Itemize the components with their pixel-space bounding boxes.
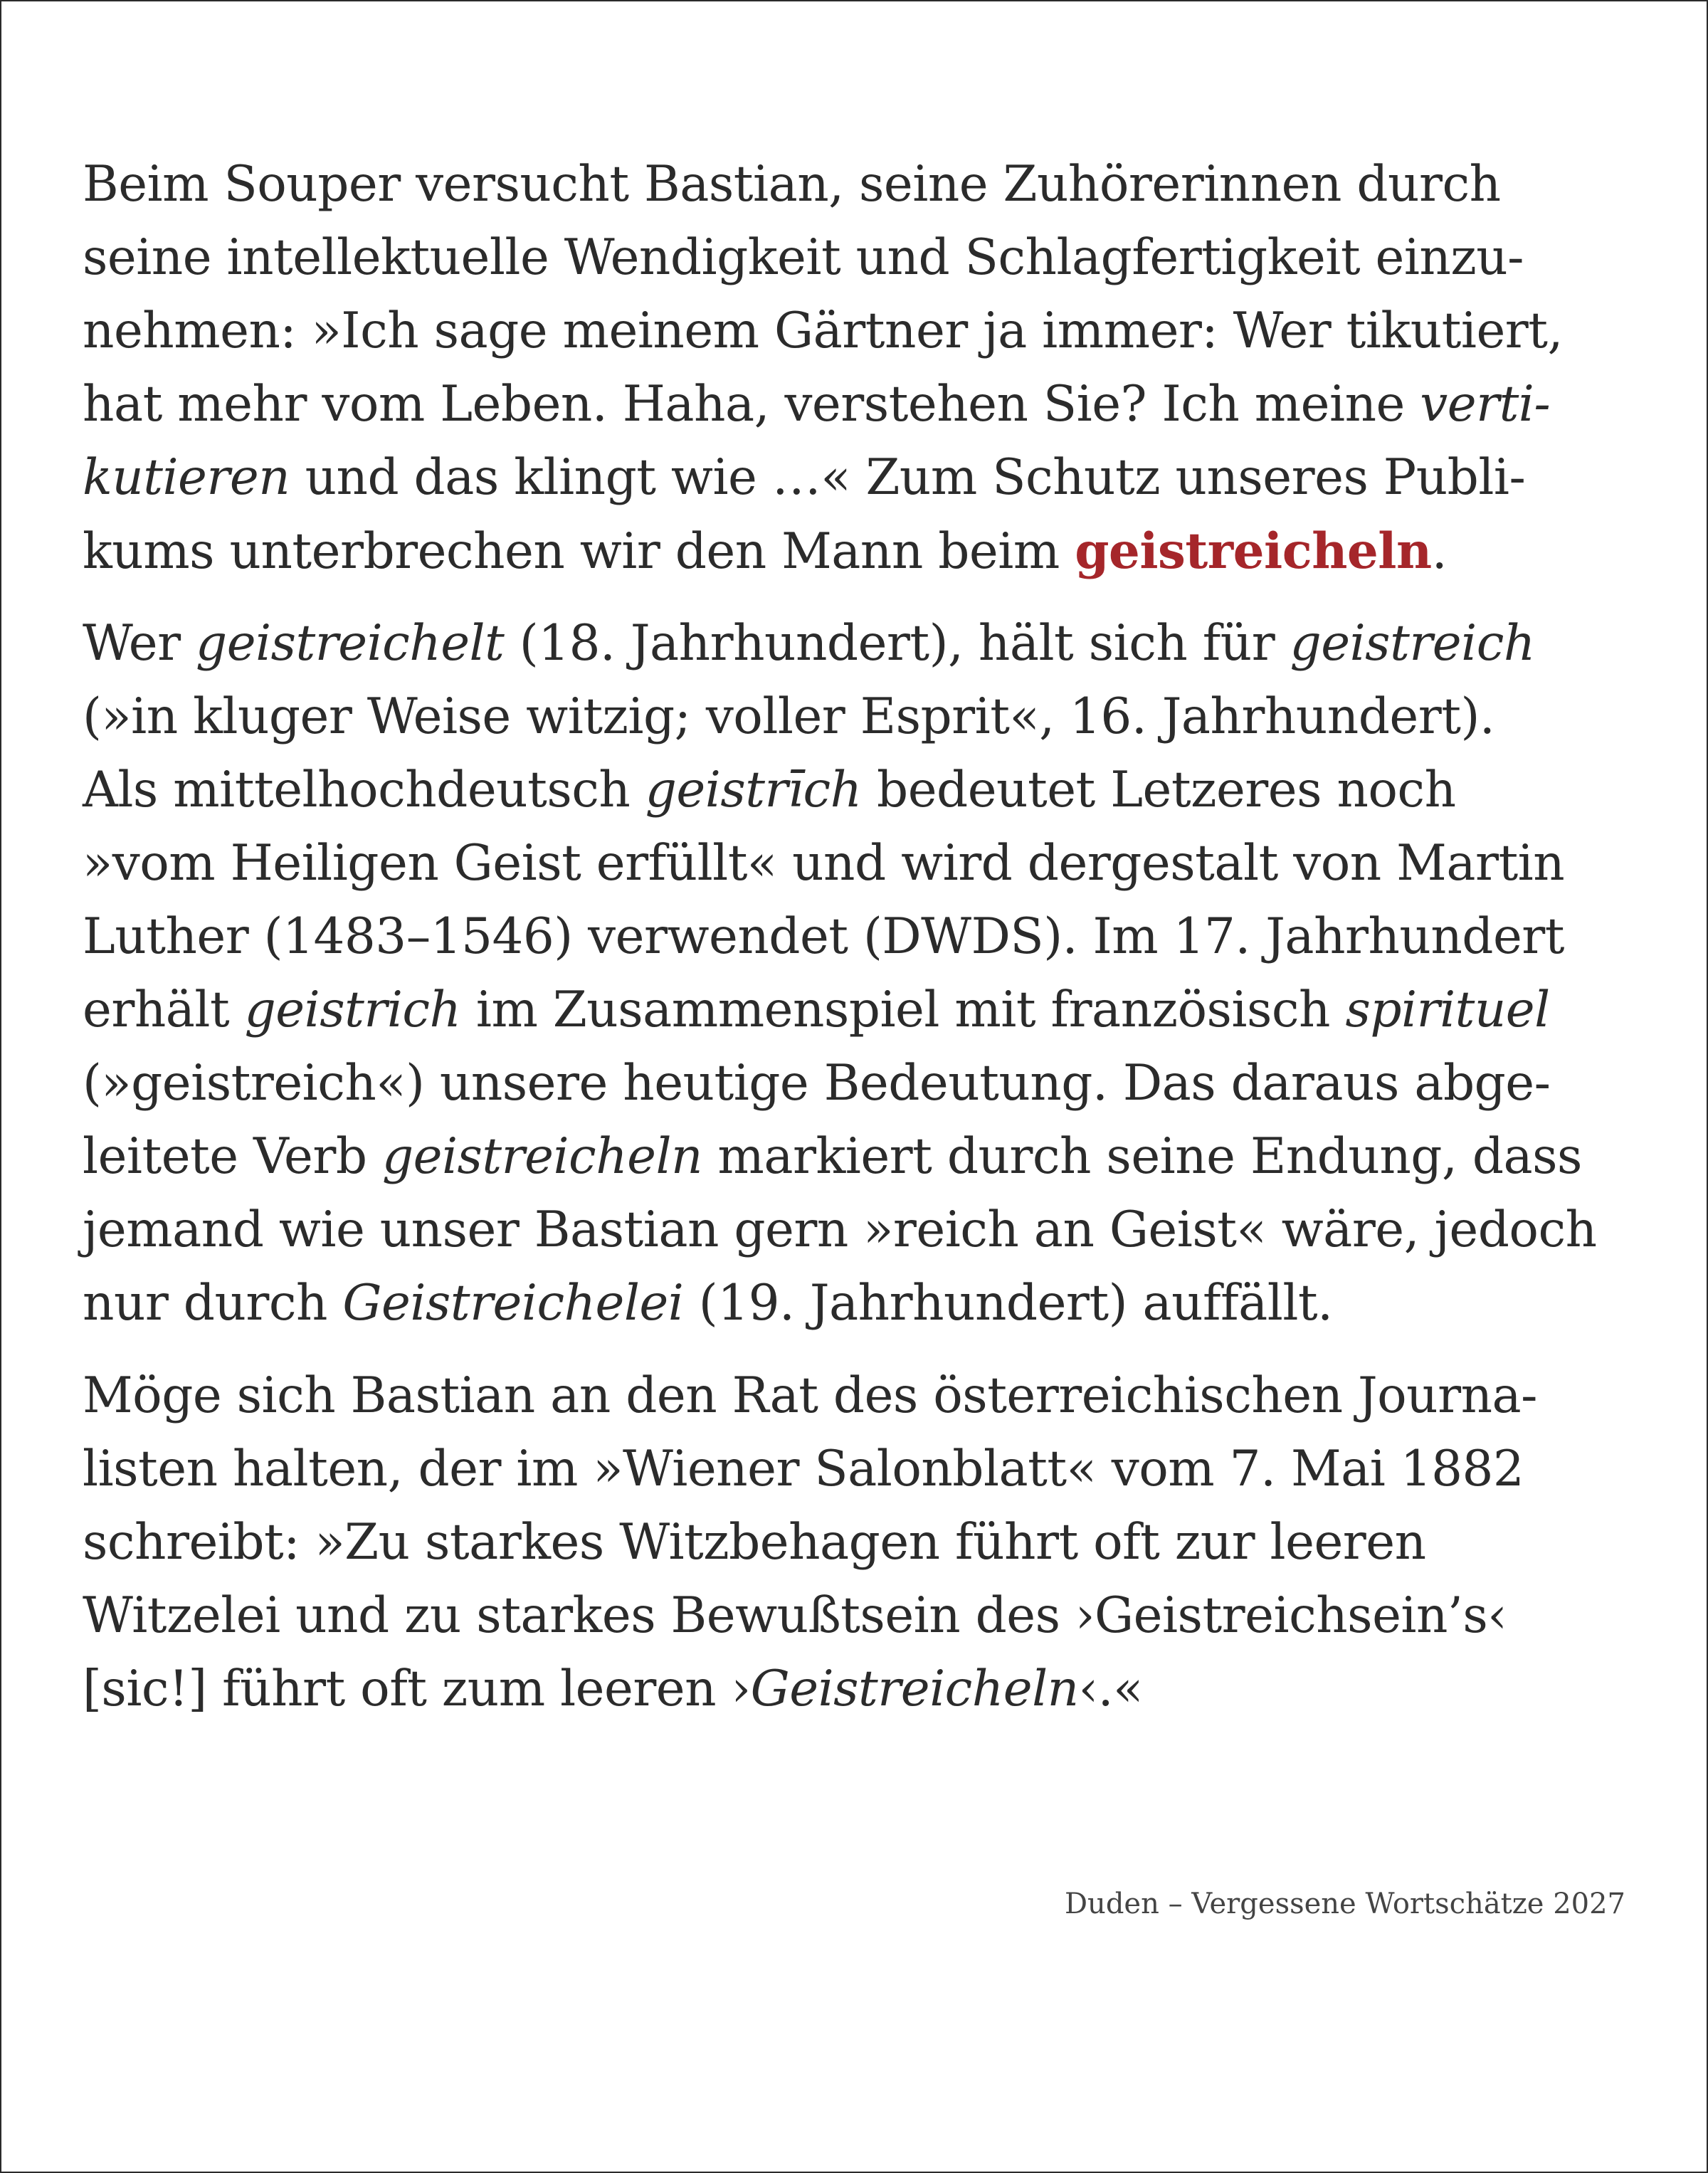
text-run: kums unterbrechen wir den Mann beim	[83, 523, 1075, 580]
text-line	[83, 1047, 1648, 1120]
text-run: nur durch	[83, 1275, 343, 1332]
text-run: leitete Verb	[83, 1128, 382, 1185]
text-line	[83, 1506, 1648, 1579]
highlighted-word: geistreicheln	[1075, 522, 1432, 580]
italic-term: geistreichelt	[196, 615, 505, 672]
text-run: markiert durch seine Endung, dass	[702, 1128, 1582, 1185]
italic-term: spirituel	[1345, 982, 1550, 1038]
text-line	[83, 607, 1648, 680]
italic-term: Geistreichelei	[342, 1275, 684, 1332]
text-line	[83, 827, 1648, 900]
italic-term: kutieren	[83, 449, 290, 506]
text-line	[83, 1359, 1648, 1433]
paragraph-3	[83, 1359, 1648, 1726]
italic-term: verti-	[1420, 376, 1551, 433]
text-run: bedeutet Letzeres noch	[861, 762, 1456, 819]
paragraph-gap	[83, 588, 1648, 607]
text-line	[83, 1120, 1648, 1194]
text-line	[83, 1579, 1648, 1653]
text-run: Als mittelhochdeutsch	[83, 762, 645, 819]
text-line	[83, 900, 1648, 974]
text-line	[83, 295, 1648, 368]
text-line	[83, 754, 1648, 827]
paragraph-gap	[83, 1340, 1648, 1359]
text-run: hat mehr vom Leben. Haha, verstehen Sie? Ich meine	[83, 376, 1420, 433]
text-run: Witzelei und zu starkes Bewußtsein des ›Geistreichsein’s‹	[83, 1587, 1507, 1644]
paragraph-2	[83, 607, 1648, 1340]
text-run: Beim Souper versucht Bastian, seine Zuhörerinnen durch	[83, 156, 1501, 213]
text-run: seine intellektuelle Wendigkeit und Schlagfertigkeit einzu-	[83, 229, 1524, 286]
text-line	[83, 1267, 1648, 1340]
paragraph-1	[83, 148, 1648, 588]
text-line	[83, 515, 1648, 588]
text-line	[83, 1433, 1648, 1506]
text-run: im Zusammenspiel mit französisch	[460, 982, 1346, 1038]
text-line	[83, 441, 1648, 515]
text-run: (»in kluger Weise witzig; voller Esprit«, 16. Jahrhundert).	[83, 688, 1495, 745]
text-line	[83, 680, 1648, 754]
text-run: (»geistreich«) unsere heutige Bedeutung. Das daraus abge-	[83, 1055, 1551, 1112]
text-run: Luther (1483–1546) verwendet (DWDS). Im 17. Jahrhundert	[83, 908, 1565, 965]
text-line	[83, 1653, 1648, 1726]
text-run: [sic!] führt oft zum leeren ›	[83, 1661, 751, 1717]
text-run: .	[1431, 523, 1448, 580]
italic-term: Geistreicheln	[750, 1661, 1079, 1717]
text-line	[83, 221, 1648, 295]
text-run: ‹.«	[1078, 1661, 1143, 1717]
text-run: »vom Heiligen Geist erfüllt« und wird dergestalt von Martin	[83, 835, 1565, 892]
footer-credit: Duden – Vergessene Wortschätze 2027	[1064, 1888, 1625, 1920]
text-run: schreibt: »Zu starkes Witzbehagen führt oft zur leeren	[83, 1514, 1426, 1571]
text-run: (18. Jahrhundert), hält sich für	[504, 615, 1290, 672]
text-run: jemand wie unser Bastian gern »reich an Geist« wäre, jedoch	[83, 1201, 1597, 1258]
text-line	[83, 148, 1648, 221]
text-line	[83, 368, 1648, 441]
italic-term: geistrich	[244, 982, 461, 1038]
italic-term: geistreich	[1290, 615, 1535, 672]
text-run: und das klingt wie …« Zum Schutz unseres Publi-	[290, 449, 1526, 506]
text-line	[83, 974, 1648, 1047]
text-run: listen halten, der im »Wiener Salonblatt« vom 7. Mai 1882	[83, 1441, 1524, 1498]
text-run: erhält	[83, 982, 245, 1038]
text-line	[83, 1194, 1648, 1267]
text-run: Möge sich Bastian an den Rat des österreichischen Journa-	[83, 1367, 1537, 1424]
text-run: nehmen: »Ich sage meinem Gärtner ja immer: Wer tikutiert,	[83, 302, 1563, 359]
italic-term: geistrīch	[645, 762, 862, 819]
text-run: Wer	[83, 615, 196, 672]
text-run: (19. Jahrhundert) auffällt.	[683, 1275, 1333, 1332]
italic-term: geistreicheln	[381, 1128, 702, 1185]
body-text	[83, 148, 1648, 1726]
